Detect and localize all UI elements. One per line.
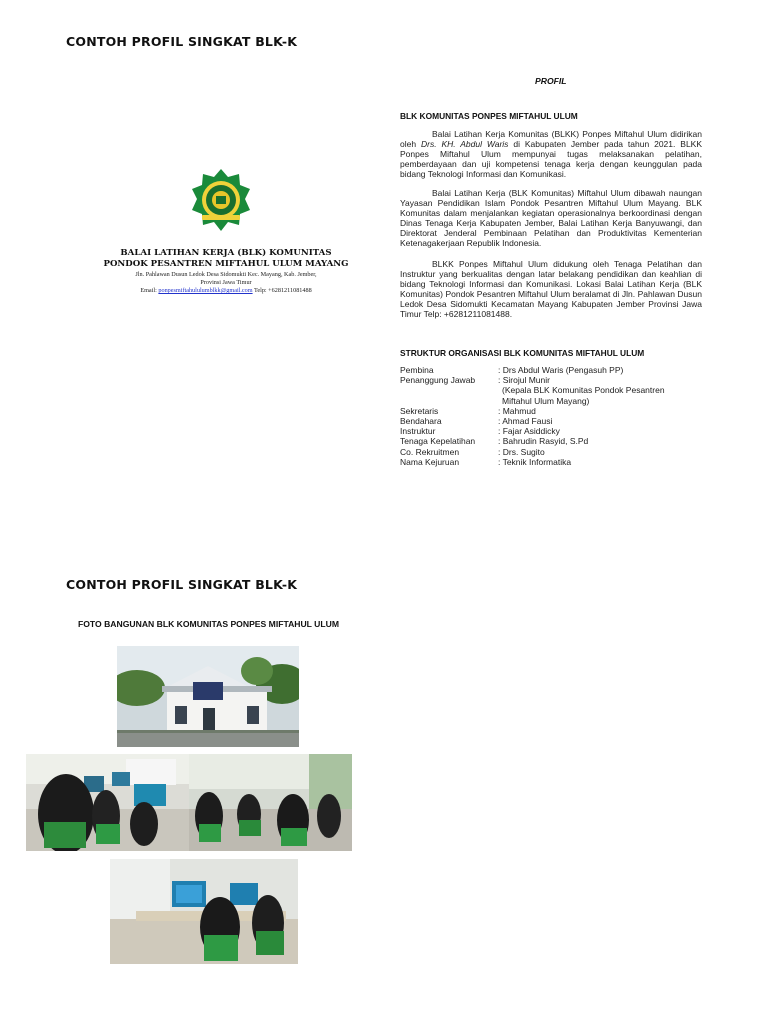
struktur-row: Instruktur : Fajar Asiddicky xyxy=(400,426,560,437)
struktur-row: Co. Rekruitmen : Drs. Sugito xyxy=(400,446,545,457)
org-contact xyxy=(96,287,356,295)
struktur-row: Penanggung Jawab : Sirojul Munir xyxy=(400,375,550,386)
profil-paragraph-1: Balai Latihan Kerja Komunitas (BLKK) Ponpes Miftahul Ulum didirikan oleh Drs. KH. Abdul Waris di Kabupaten Jember pada tahun 2021. BLKK Ponpes Miftahul Ulum mempunyai tugas melaksanakan pelatihan, pemberdayaan dan uji kompetensi tenaga kerja dengan keunggulan pada bidang Teknologi Informasi dan Komunikasi. xyxy=(400,129,703,179)
org-name-line2: PONDOK PESANTREN MIFTAHUL ULUM MAYANG xyxy=(103,259,349,269)
page-title-bottom: CONTOH PROFIL SINGKAT BLK-K xyxy=(66,577,298,592)
email-link[interactable]: ponpesmiftahululumblkk@gmail.com xyxy=(158,287,253,294)
struktur-row: Pembina : Drs Abdul Waris (Pengasuh PP) xyxy=(400,365,624,375)
profil-paragraph-2: Balai Latihan Kerja (BLK Komunitas) Miftahul Ulum dibawah naungan Yayasan Pendidikan Islam Pondok Pesantren Miftahul Ulum Mayang. BLK Komunitas dalam menjalankan kegiatan operasionalnya berkoordinasi dengan Dinas Tenaga Kerja Kabupaten Jember, Balai Latihan Kerja Banyuwangi, dan Direktorat Jenderal Pembinaan Pelatihan dan Produktivitas Kementerian Ketenagakerjaan Republik Indonesia. xyxy=(400,188,702,248)
classroom-photo-2 xyxy=(189,754,352,851)
struktur-row: Miftahul Ulum Mayang) xyxy=(502,395,590,406)
struktur-table xyxy=(400,365,710,467)
organization-emblem-icon xyxy=(188,167,254,233)
struktur-row: Tenaga Kepelatihan : Bahrudin Rasyid, S.Pd xyxy=(400,436,589,447)
profil-heading: PROFIL xyxy=(535,76,567,86)
struktur-row: (Kepala BLK Komunitas Pondok Pesantren xyxy=(502,385,665,396)
classroom-photo-3 xyxy=(110,859,298,964)
classroom-photo-1 xyxy=(26,754,189,851)
email-label: Email: xyxy=(140,287,157,294)
struktur-row: Nama Kejuruan : Teknik Informatika xyxy=(400,456,572,467)
org-address-line1: Jln. Pahlawan Dusun Ledok Desa Sidomukti Kec. Mayang, Kab. Jember, xyxy=(135,271,317,278)
struktur-title: STRUKTUR ORGANISASI BLK KOMUNITAS MIFTAHUL ULUM xyxy=(400,348,645,358)
org-address-line2: Provinsi Jawa Timur xyxy=(200,279,252,286)
org-name-line1: BALAI LATIHAN KERJA (BLK) KOMUNITAS xyxy=(120,248,332,258)
struktur-row: Sekretaris : Mahmud xyxy=(400,405,536,416)
page-title-top: CONTOH PROFIL SINGKAT BLK-K xyxy=(66,34,298,49)
blk-section-title: BLK KOMUNITAS PONPES MIFTAHUL ULUM xyxy=(400,111,578,121)
profil-paragraph-3: BLKK Ponpes Miftahul Ulum didukung oleh Tenaga Pelatihan dan Instruktur yang berkualitas dengan latar belakang pendidikan dan keahlian di bidang Teknologi Informasi dan Komunikasi. Lokasi Balai Latihan Kerja (BLK Komunitas) Pondok Pesantren Miftahul Ulum beralamat di Jln. Pahlawan Dusun Ledok Desa Sidomukti Kecamatan Mayang Kabupaten Jember Provinsi Jawa Timur Telp: +6281211081488. xyxy=(400,259,702,319)
phone-text: Telp: +6281211081488 xyxy=(252,287,312,294)
foto-section-title: FOTO BANGUNAN BLK KOMUNITAS PONPES MIFTAHUL ULUM xyxy=(78,619,339,629)
building-photo xyxy=(117,646,299,747)
struktur-row: Bendahara : Ahmad Fausi xyxy=(400,416,553,427)
